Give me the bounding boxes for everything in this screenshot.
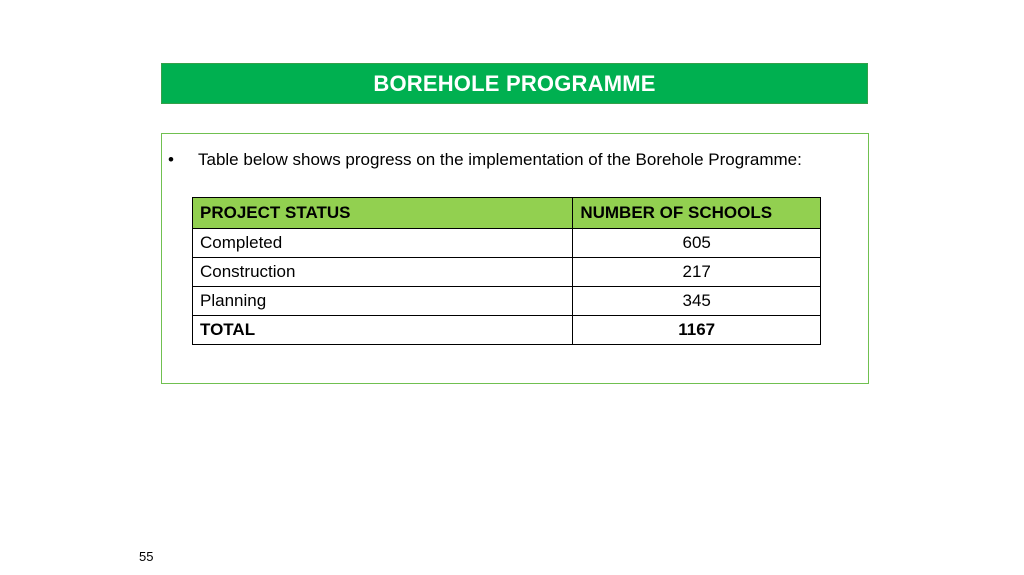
table-row [193,229,821,258]
table-header-row [193,198,821,229]
status-cell: Planning [193,287,573,316]
total-row [193,316,821,345]
slide-title: BOREHOLE PROGRAMME [161,63,868,104]
total-label: TOTAL [193,316,573,345]
header-project-status: PROJECT STATUS [193,198,573,229]
content-box [161,133,869,384]
count-cell: 217 [573,258,821,287]
status-cell: Completed [193,229,573,258]
intro-text: Table below shows progress on the implementation of the Borehole Programme: [198,150,802,169]
status-cell: Construction [193,258,573,287]
total-count: 1167 [573,316,821,345]
bullet-item [168,150,802,170]
header-number-of-schools: NUMBER OF SCHOOLS [573,198,821,229]
table-row [193,287,821,316]
borehole-status-table [192,197,821,345]
page-number: 55 [139,549,154,564]
bullet-icon: • [168,150,174,169]
table-row [193,258,821,287]
count-cell: 345 [573,287,821,316]
count-cell: 605 [573,229,821,258]
